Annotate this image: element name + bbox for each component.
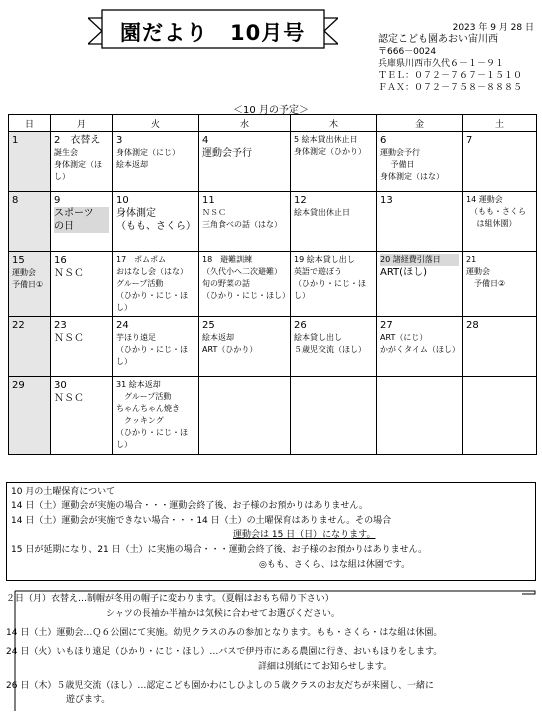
day-events: 運動会 予備日②: [466, 267, 506, 288]
day-cell: [113, 192, 199, 252]
day-cell: [51, 132, 113, 192]
calendar-week: [9, 132, 537, 192]
events-notice: [6, 590, 536, 712]
fax: ＦＡＸ：０７２－７５８－８８８５: [378, 83, 523, 93]
day-cell: [291, 192, 377, 252]
day-events: 身体測定（にじ） 絵本返却: [116, 148, 180, 169]
postal-code: 〒666－0024: [378, 47, 437, 57]
day-cell: [9, 252, 51, 317]
day-cell: [463, 317, 537, 377]
october-calendar: [8, 114, 537, 455]
day-events: 絵本貸出休止日: [294, 208, 350, 217]
day-cell: [463, 192, 537, 252]
weekday-fri: 金: [377, 115, 463, 132]
day-cell: [377, 192, 463, 252]
day-events: おはなし会（はな） グループ活動 （ひかり・にじ・ほし）: [116, 267, 188, 312]
empty-cell: [377, 377, 463, 455]
notice-line: 14 日（土）運動会が実施できない場合・・・14 日（土）の土曜保育はありません。その場合: [11, 516, 392, 526]
day-number: 8: [12, 195, 19, 206]
day-events: 芋ほり遠足 （ひかり・にじ・ほし）: [116, 333, 188, 366]
day-events: 英語で遊ぼう （ひかり・にじ・ほ し）: [294, 267, 366, 300]
calendar-caption: ＜10 月の予定＞: [233, 105, 309, 116]
calendar-week: [9, 252, 537, 317]
day-cell: [199, 132, 291, 192]
weekday-sat: 土: [463, 115, 537, 132]
empty-cell: [291, 377, 377, 455]
day-number: 3: [116, 135, 123, 146]
day-events: 運動会予行: [202, 148, 252, 159]
day-cell: [377, 252, 463, 317]
weekday-mon: 月: [51, 115, 113, 132]
notice-line: 14 日（土）運動会…Ｑ６公園にて実施。幼児クラスのみの参加となります。もも・さくら・はな組は休園。: [6, 628, 443, 638]
day-number: 30: [54, 380, 67, 391]
day-cell: [9, 377, 51, 455]
address: 兵庫県川西市久代６－１－９１: [378, 59, 505, 69]
day-events: （もも・さくら は組休園）: [473, 207, 526, 228]
org-info: [378, 22, 540, 94]
day-events: 身体測定 （もも、さくら）: [116, 208, 196, 232]
day-cell: [113, 377, 199, 455]
day-number: 25: [202, 320, 215, 331]
page-title: 園だより 10月号: [120, 21, 306, 45]
day-number: 24: [116, 320, 129, 331]
day-events: ART(ほし): [380, 267, 427, 278]
day-number: 7: [466, 135, 473, 146]
day-cell: [463, 252, 537, 317]
day-cell: [113, 252, 199, 317]
day-cell: [199, 192, 291, 252]
day-cell: [51, 192, 113, 252]
day-events: グループ活動 ちゃんちゃん焼き クッキング （ひかり・にじ・ほし）: [116, 392, 188, 449]
day-number: 23: [54, 320, 67, 331]
notice-line: シャツの長袖か半袖かは気候に合わせてお選びください。: [106, 609, 340, 619]
day-number: 9: [54, 195, 61, 206]
calendar-week: [9, 192, 537, 252]
calendar-week: [9, 317, 537, 377]
day-number: 22: [12, 320, 25, 331]
day-number: 31 絵本返却: [116, 380, 161, 389]
day-cell: [199, 252, 291, 317]
day-cell: [291, 252, 377, 317]
notice-line: 24 日（火）いもほり遠足（ひかり・にじ・ほし）…バスで伊丹市にある農園に行き、おいもほりをします。: [6, 647, 443, 657]
day-number: 10: [116, 195, 129, 206]
tel: ＴＥＬ：０７２－７６７－１５１０: [378, 71, 523, 81]
day-cell: [9, 317, 51, 377]
day-number: 11: [202, 195, 215, 206]
title-banner: [88, 8, 338, 54]
day-cell: [113, 317, 199, 377]
day-events: 絵本返却 ART（ひかり）: [202, 333, 258, 354]
day-events: 身体測定（ひかり）: [294, 147, 366, 156]
notice-line: 詳細は別紙にてお知らせします。: [258, 662, 393, 672]
day-number: 28: [466, 320, 479, 331]
day-number: 14 運動会: [466, 195, 503, 204]
org-name: 認定こども園あおい宙川西: [378, 34, 498, 45]
day-events: 絵本貸し出し ５歳児交流（ほし）: [294, 333, 366, 354]
weekday-tue: 火: [113, 115, 199, 132]
empty-cell: [199, 377, 291, 455]
notice-line: 14 日（土）運動会が実施の場合・・・運動会終了後、お子様のお預かりはありません。: [11, 501, 368, 511]
weekday-sun: 日: [9, 115, 51, 132]
weekday-wed: 水: [199, 115, 291, 132]
day-events: ART（にじ） かがくタイム（ほし）: [380, 333, 460, 354]
day-events: ＮＳＣ: [54, 268, 84, 279]
day-cell: [51, 317, 113, 377]
day-number: 27: [380, 320, 393, 331]
notice-line: ２日（月）衣替え…制帽が冬用の帽子に変わります。（夏帽はおもち帰り下さい）: [6, 594, 334, 604]
day-number: 6: [380, 135, 387, 146]
day-number: 29: [12, 380, 25, 391]
notice-line: ◎もも、さくら、はな組は休園です。: [259, 560, 411, 570]
day-cell: [291, 317, 377, 377]
day-number: 20 諸経費引落日: [380, 254, 459, 266]
day-cell: [51, 252, 113, 317]
day-events: ＮＳＣ 三角食べの話（はな）: [202, 208, 282, 229]
day-events: 運動会 予備日①: [12, 268, 44, 289]
day-cell: [113, 132, 199, 192]
day-number: 18 避難訓練: [202, 255, 253, 264]
saturday-care-notice: [6, 482, 536, 581]
day-number: 21: [466, 255, 477, 264]
notice-heading: 10 月の土曜保育について: [11, 487, 116, 497]
empty-cell: [463, 377, 537, 455]
day-number: 13: [380, 195, 393, 206]
notice-line: 26 日（木）５歳児交流（ほし）…認定こども園かわにしひよしの５歳クラスのお友だちが来園し、一緒に: [6, 681, 435, 691]
calendar-week: [9, 377, 537, 455]
day-events: （久代小へ二次避難） 旬の野菜の話 （ひかり・にじ・ほし）: [202, 267, 290, 300]
day-cell: [199, 317, 291, 377]
day-cell: [377, 317, 463, 377]
day-cell: [9, 132, 51, 192]
day-events: 誕生会 身体測定（ほし）: [54, 148, 102, 181]
notice-line: 15 日が延期になり、21 日（土）に実施の場合・・・運動会終了後、お子様のお預かりはありません。: [11, 545, 428, 555]
day-number: 17 ポムポム: [116, 255, 167, 264]
notice-line-underlined: 運動会は 15 日（日）になります。: [233, 530, 376, 540]
day-number: 2 衣替え: [54, 135, 101, 146]
weekday-thu: 木: [291, 115, 377, 132]
day-cell: [377, 132, 463, 192]
day-number: 19 絵本貸し出し: [294, 255, 355, 264]
day-number: 16: [54, 255, 67, 266]
day-cell: [51, 377, 113, 455]
day-number: 5 絵本貸出休止日: [294, 135, 358, 144]
day-number: 12: [294, 195, 307, 206]
day-number: 26: [294, 320, 307, 331]
day-cell: [463, 132, 537, 192]
day-number: 1: [12, 135, 19, 146]
notice-line: 遊びます。: [66, 695, 111, 705]
day-events: ＮＳＣ: [54, 333, 84, 344]
day-number: 4: [202, 135, 209, 146]
day-cell: [9, 192, 51, 252]
weekday-header-row: [9, 115, 537, 132]
day-events: ＮＳＣ: [54, 393, 84, 404]
day-events: 運動会予行 予備日 身体測定（はな）: [380, 148, 444, 181]
day-number: 15: [12, 255, 25, 266]
day-cell: [291, 132, 377, 192]
holiday-label: スポーツ の日: [54, 207, 109, 233]
issue-date: 2023 年 9 月 28 日: [452, 23, 534, 33]
